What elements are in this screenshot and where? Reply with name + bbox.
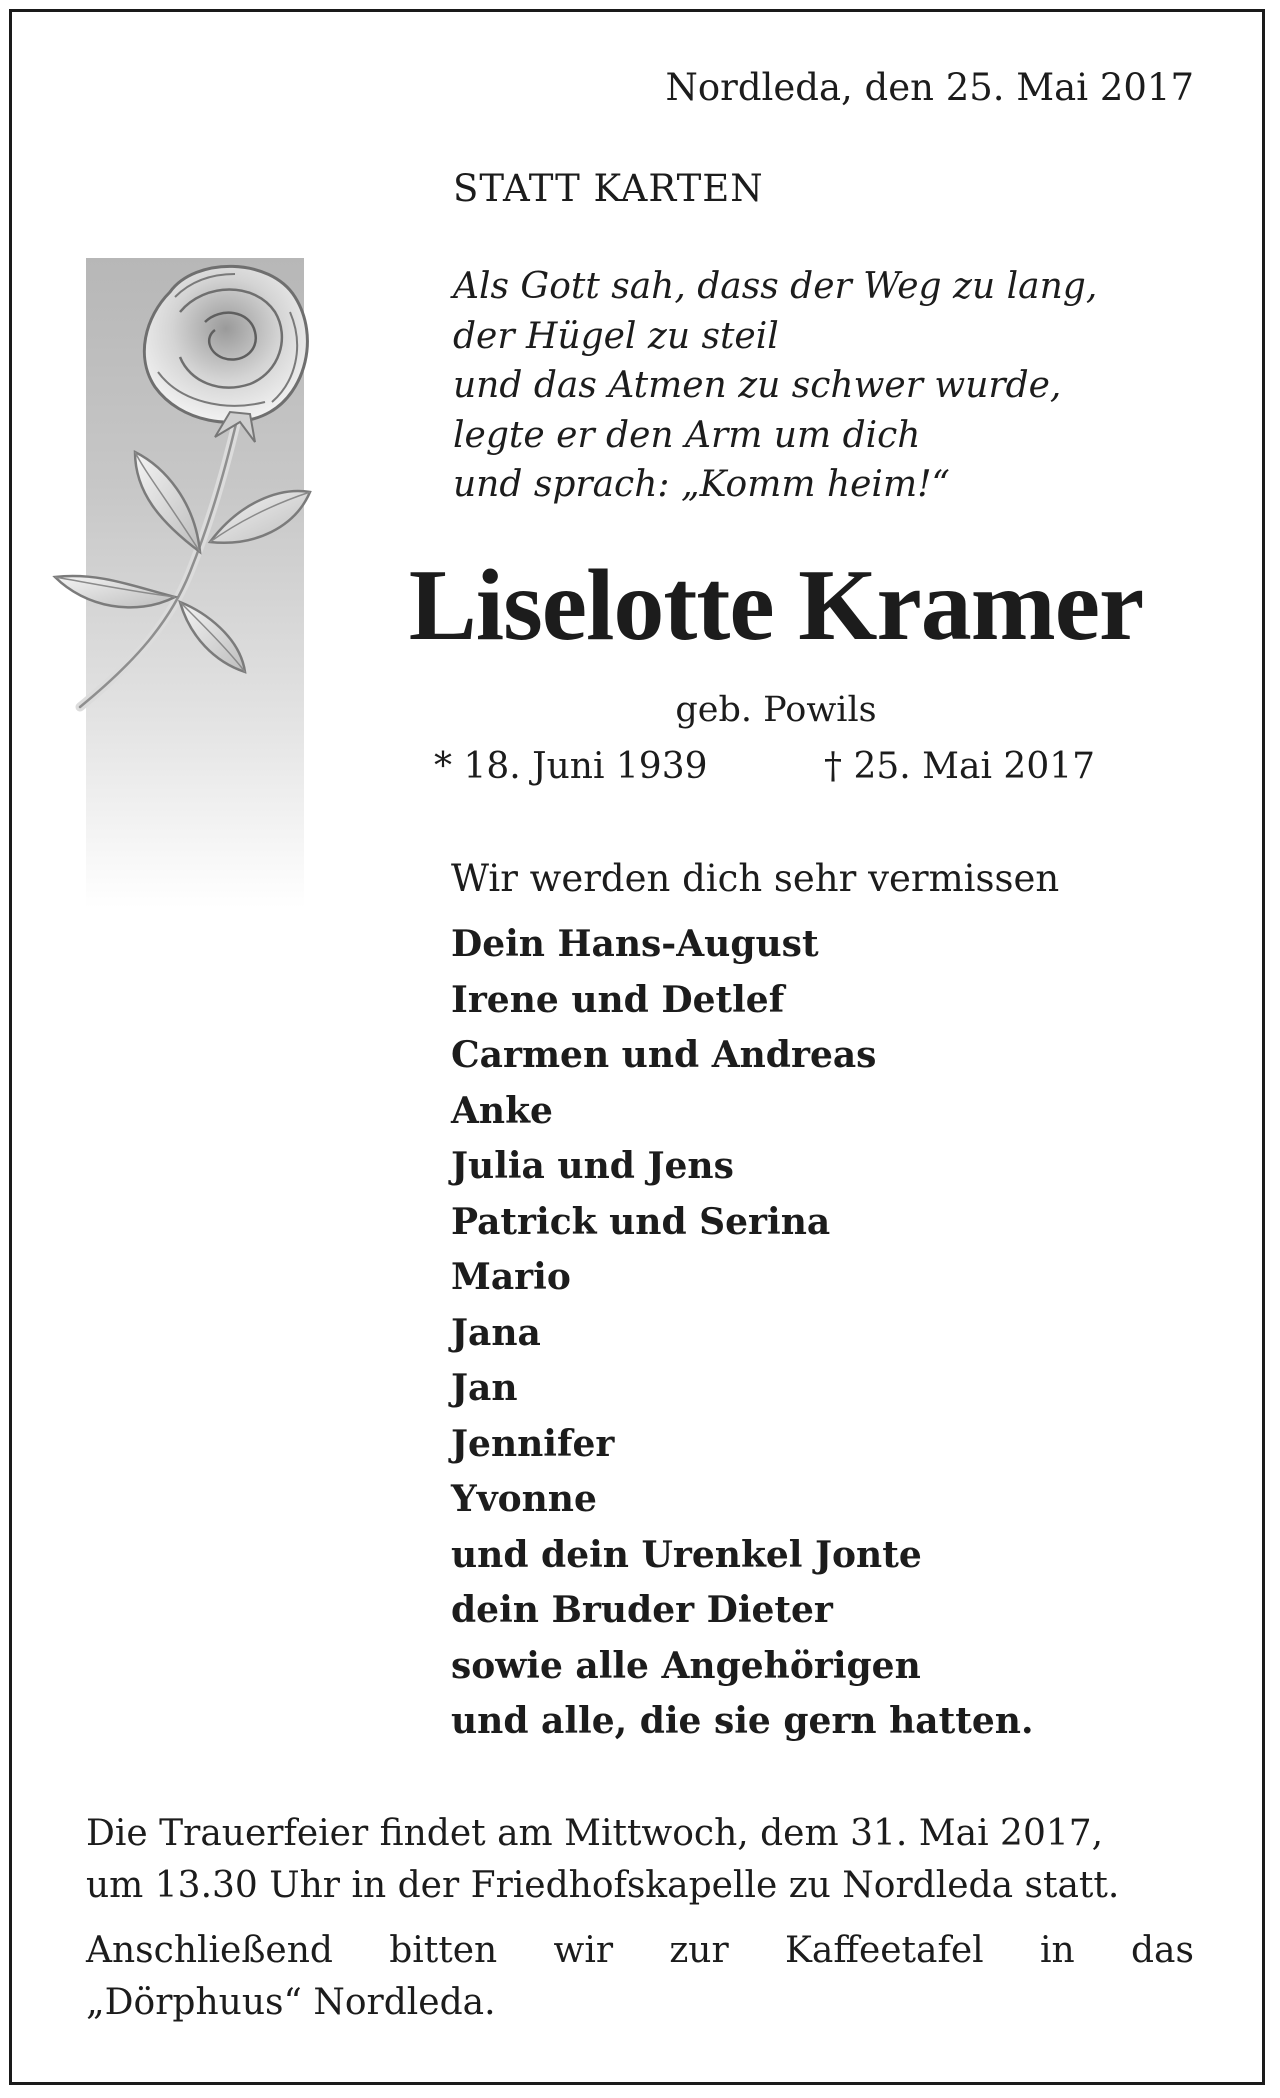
reception-word: wir [553,1930,614,1971]
birth-date: * 18. Juni 1939 [434,746,708,787]
poem-line: der Hügel zu steil [453,315,779,357]
mourner-line: Anke [451,1089,553,1132]
ceremony-line: Die Trauerfeier findet am Mittwoch, dem 31. Mai 2017, [86,1813,1104,1854]
mourner-line: sowie alle Angehörigen [451,1644,921,1687]
ceremony-info [86,1808,1194,1912]
reception-line-1 [86,1925,1194,1977]
poem-line: Als Gott sah, dass der Weg zu lang, [453,266,1098,307]
poem-line: legte er den Arm um dich [453,414,921,456]
reception-word: zur [669,1930,729,1971]
poem-line: und sprach: „Komm heim!“ [453,464,950,505]
reception-word: Kaffeetafel [785,1930,984,1971]
mourner-line: Carmen und Andreas [451,1034,877,1076]
poem [453,262,1097,510]
deceased-name: Liselotte Kramer [408,549,1144,662]
death-date: † 25. Mai 2017 [824,746,1096,787]
mourner-line: Jennifer [451,1422,615,1465]
reception-info [86,1925,1194,2029]
mourner-line: Mario [451,1256,571,1298]
mourner-line: Yvonne [451,1478,597,1520]
rose-icon [40,252,360,722]
reception-word: das [1130,1930,1194,1971]
mourner-line: Jan [451,1367,518,1409]
reception-word: bitten [389,1930,498,1971]
miss-line: Wir werden dich sehr vermissen [451,857,1060,900]
mourner-line: Jana [451,1311,541,1354]
reception-line-2: „Dörphuus“ Nordleda. [86,1982,496,2023]
mourner-line: dein Bruder Dieter [451,1589,833,1631]
mourner-line: Julia und Jens [451,1145,734,1187]
mourner-line: Irene und Detlef [451,978,785,1021]
mourners-list [451,917,1034,1750]
mourner-line: und alle, die sie gern hatten. [451,1700,1034,1742]
ceremony-line: um 13.30 Uhr in der Friedhofskapelle zu Nordleda statt. [86,1865,1120,1906]
header-label: STATT KARTEN [453,167,764,210]
mourner-line: Dein Hans-August [451,923,819,965]
mourner-line: und dein Urenkel Jonte [451,1533,922,1576]
maiden-name: geb. Powils [675,690,877,730]
reception-word: Anschließend [86,1930,333,1971]
reception-word: in [1039,1930,1075,1971]
poem-line: und das Atmen zu schwer wurde, [453,365,1062,406]
mourner-line: Patrick und Serina [451,1200,831,1243]
place-date: Nordleda, den 25. Mai 2017 [665,66,1194,109]
